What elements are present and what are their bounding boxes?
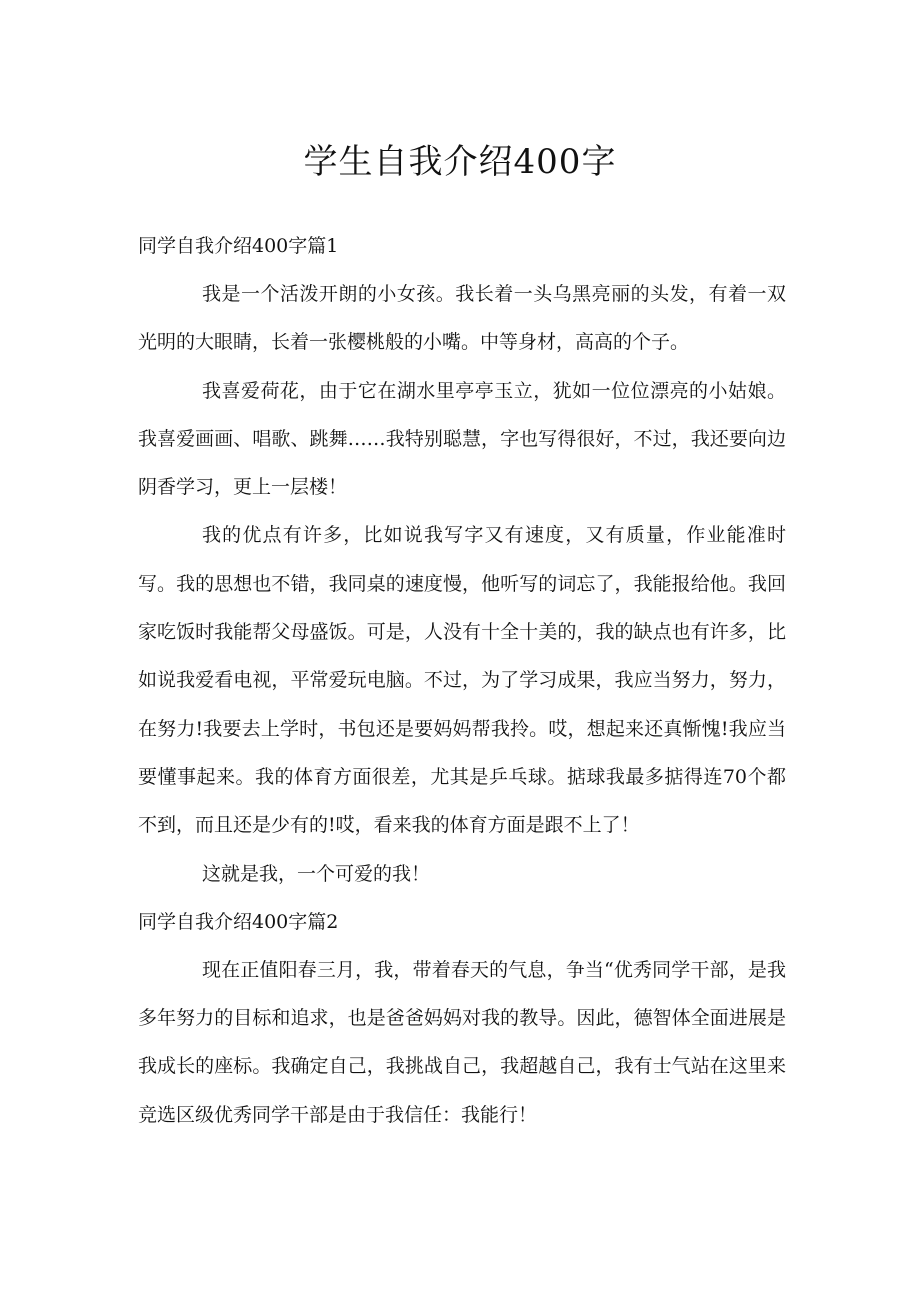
paragraph: 这就是我，一个可爱的我！: [202, 862, 431, 885]
paragraph: 我喜爱荷花，由于它在湖水里亭亭玉立，犹如一位位漂亮的小姑娘。我喜爱画画、唱歌、跳舞……我特别聪慧，字也写得很好，不过，我还要向边阴香学习，更上一层楼！: [138, 379, 786, 499]
paragraph: 我的优点有许多，比如说我写字又有速度，又有质量，作业能准时写。我的思想也不错，我同桌的速度慢，他听写的词忘了，我能报给他。我回家吃饭时我能帮父母盛饭。可是，人没有十全十美的，我的缺点也有许多，比如说我爱看电视，平常爱玩电脑。不过，为了学习成果，我应当努力，努力，在努力!我要去上学时，书包还是要妈妈帮我拎。哎，想起来还真惭愧!我应当要懂事起来。我的体育方面很差，尤其是乒乓球。掂球我最多掂得连70个都不到，而且还是少有的!哎，看来我的体育方面是跟不上了！: [138, 524, 786, 837]
paragraph: 我是一个活泼开朗的小女孩。我长着一头乌黑亮丽的头发，有着一双光明的大眼睛，长着一张樱桃般的小嘴。中等身材，高高的个子。: [138, 283, 786, 354]
paragraph: 现在正值阳春三月，我，带着春天的气息，争当“优秀同学干部，是我多年努力的目标和追求，也是爸爸妈妈对我的教导。因此，德智体全面进展是我成长的座标。我确定自己，我挑战自己，我超越自己，我有士气站在这里来竞选区级优秀同学干部是由于我信任：我能行！: [138, 958, 786, 1126]
section-1: [138, 222, 786, 898]
section-2: [138, 898, 786, 1139]
document-body: [138, 222, 786, 1139]
section-heading: 同学自我介绍400字篇2: [138, 910, 339, 933]
section-heading: 同学自我介绍400字篇1: [138, 235, 339, 257]
document-title: 学生自我介绍400字: [303, 142, 617, 182]
